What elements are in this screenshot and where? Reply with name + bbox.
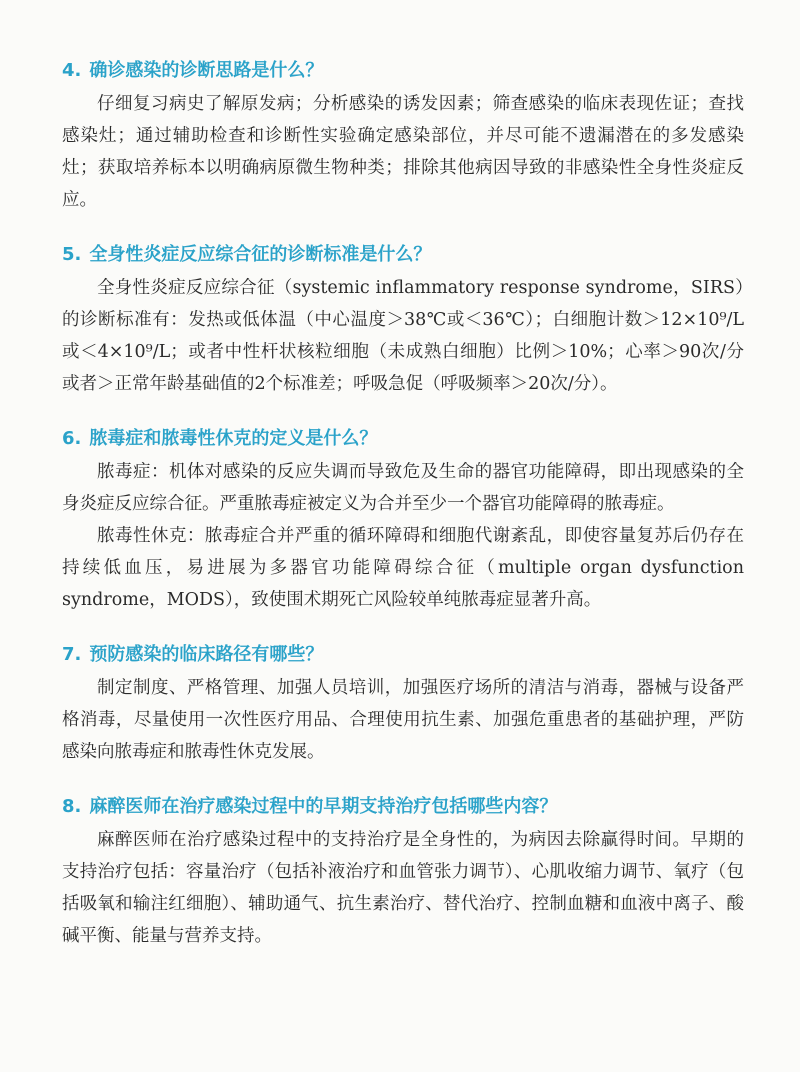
section-heading bbox=[62, 56, 744, 86]
section-gap bbox=[62, 768, 744, 792]
section-title: 预防感染的临床路径有哪些？ bbox=[89, 644, 324, 665]
section-8 bbox=[62, 792, 744, 952]
paragraph: 仔细复习病史了解原发病；分析感染的诱发因素；筛查感染的临床表现佐证；查找感染灶；通过辅助检查和诊断性实验确定感染部位，并尽可能不遗漏潜在的多发感染灶；获取培养标本以明确病原微生物种类；排除其他病因导致的非感染性全身性炎症反应。 bbox=[62, 94, 744, 210]
section-number: 7. bbox=[62, 644, 82, 665]
section-heading bbox=[62, 240, 744, 270]
paragraph: 全身性炎症反应综合征（systemic inflammatory response syndrome，SIRS）的诊断标准有：发热或低体温（中心温度＞38℃或＜36℃）；白细胞计数＞12×10⁹/L或＜4×10⁹/L；或者中性杆状核粒细胞（未成熟白细胞）比例＞10%；心率＞90次/分或者＞正常年龄基础值的2个标准差；呼吸急促（呼吸频率＞20次/分）。 bbox=[62, 278, 744, 394]
section-title: 确诊感染的诊断思路是什么？ bbox=[89, 60, 324, 81]
section-6 bbox=[62, 424, 744, 616]
section-title: 麻醉医师在治疗感染过程中的早期支持治疗包括哪些内容？ bbox=[89, 796, 558, 817]
section-gap bbox=[62, 400, 744, 424]
section-title: 全身性炎症反应综合征的诊断标准是什么？ bbox=[89, 244, 432, 265]
section-heading bbox=[62, 792, 744, 822]
section-gap bbox=[62, 216, 744, 240]
paragraph: 制定制度、严格管理、加强人员培训，加强医疗场所的清洁与消毒，器械与设备严格消毒，尽量使用一次性医疗用品、合理使用抗生素、加强危重患者的基础护理，严防感染向脓毒症和脓毒性休克发展。 bbox=[62, 678, 744, 762]
section-number: 6. bbox=[62, 428, 82, 449]
section-heading bbox=[62, 424, 744, 454]
section-4 bbox=[62, 56, 744, 216]
section-number: 8. bbox=[62, 796, 82, 817]
paragraph: 脓毒症：机体对感染的反应失调而导致危及生命的器官功能障碍，即出现感染的全身炎症反应综合征。严重脓毒症被定义为合并至少一个器官功能障碍的脓毒症。 bbox=[62, 462, 744, 514]
section-title: 脓毒症和脓毒性休克的定义是什么？ bbox=[89, 428, 378, 449]
section-5 bbox=[62, 240, 744, 400]
section-number: 4. bbox=[62, 60, 82, 81]
section-number: 5. bbox=[62, 244, 82, 265]
paragraph: 麻醉医师在治疗感染过程中的支持治疗是全身性的，为病因去除赢得时间。早期的支持治疗包括：容量治疗（包括补液治疗和血管张力调节）、心肌收缩力调节、氧疗（包括吸氧和输注红细胞）、辅助通气、抗生素治疗、替代治疗、控制血糖和血液中离子、酸碱平衡、能量与营养支持。 bbox=[62, 830, 744, 946]
paragraph: 脓毒性休克：脓毒症合并严重的循环障碍和细胞代谢紊乱，即使容量复苏后仍存在持续低血压，易进展为多器官功能障碍综合征（multiple organ dysfunction syndrome，MODS），致使围术期死亡风险较单纯脓毒症显著升高。 bbox=[62, 526, 744, 610]
section-7 bbox=[62, 640, 744, 768]
section-gap bbox=[62, 616, 744, 640]
section-heading bbox=[62, 640, 744, 670]
